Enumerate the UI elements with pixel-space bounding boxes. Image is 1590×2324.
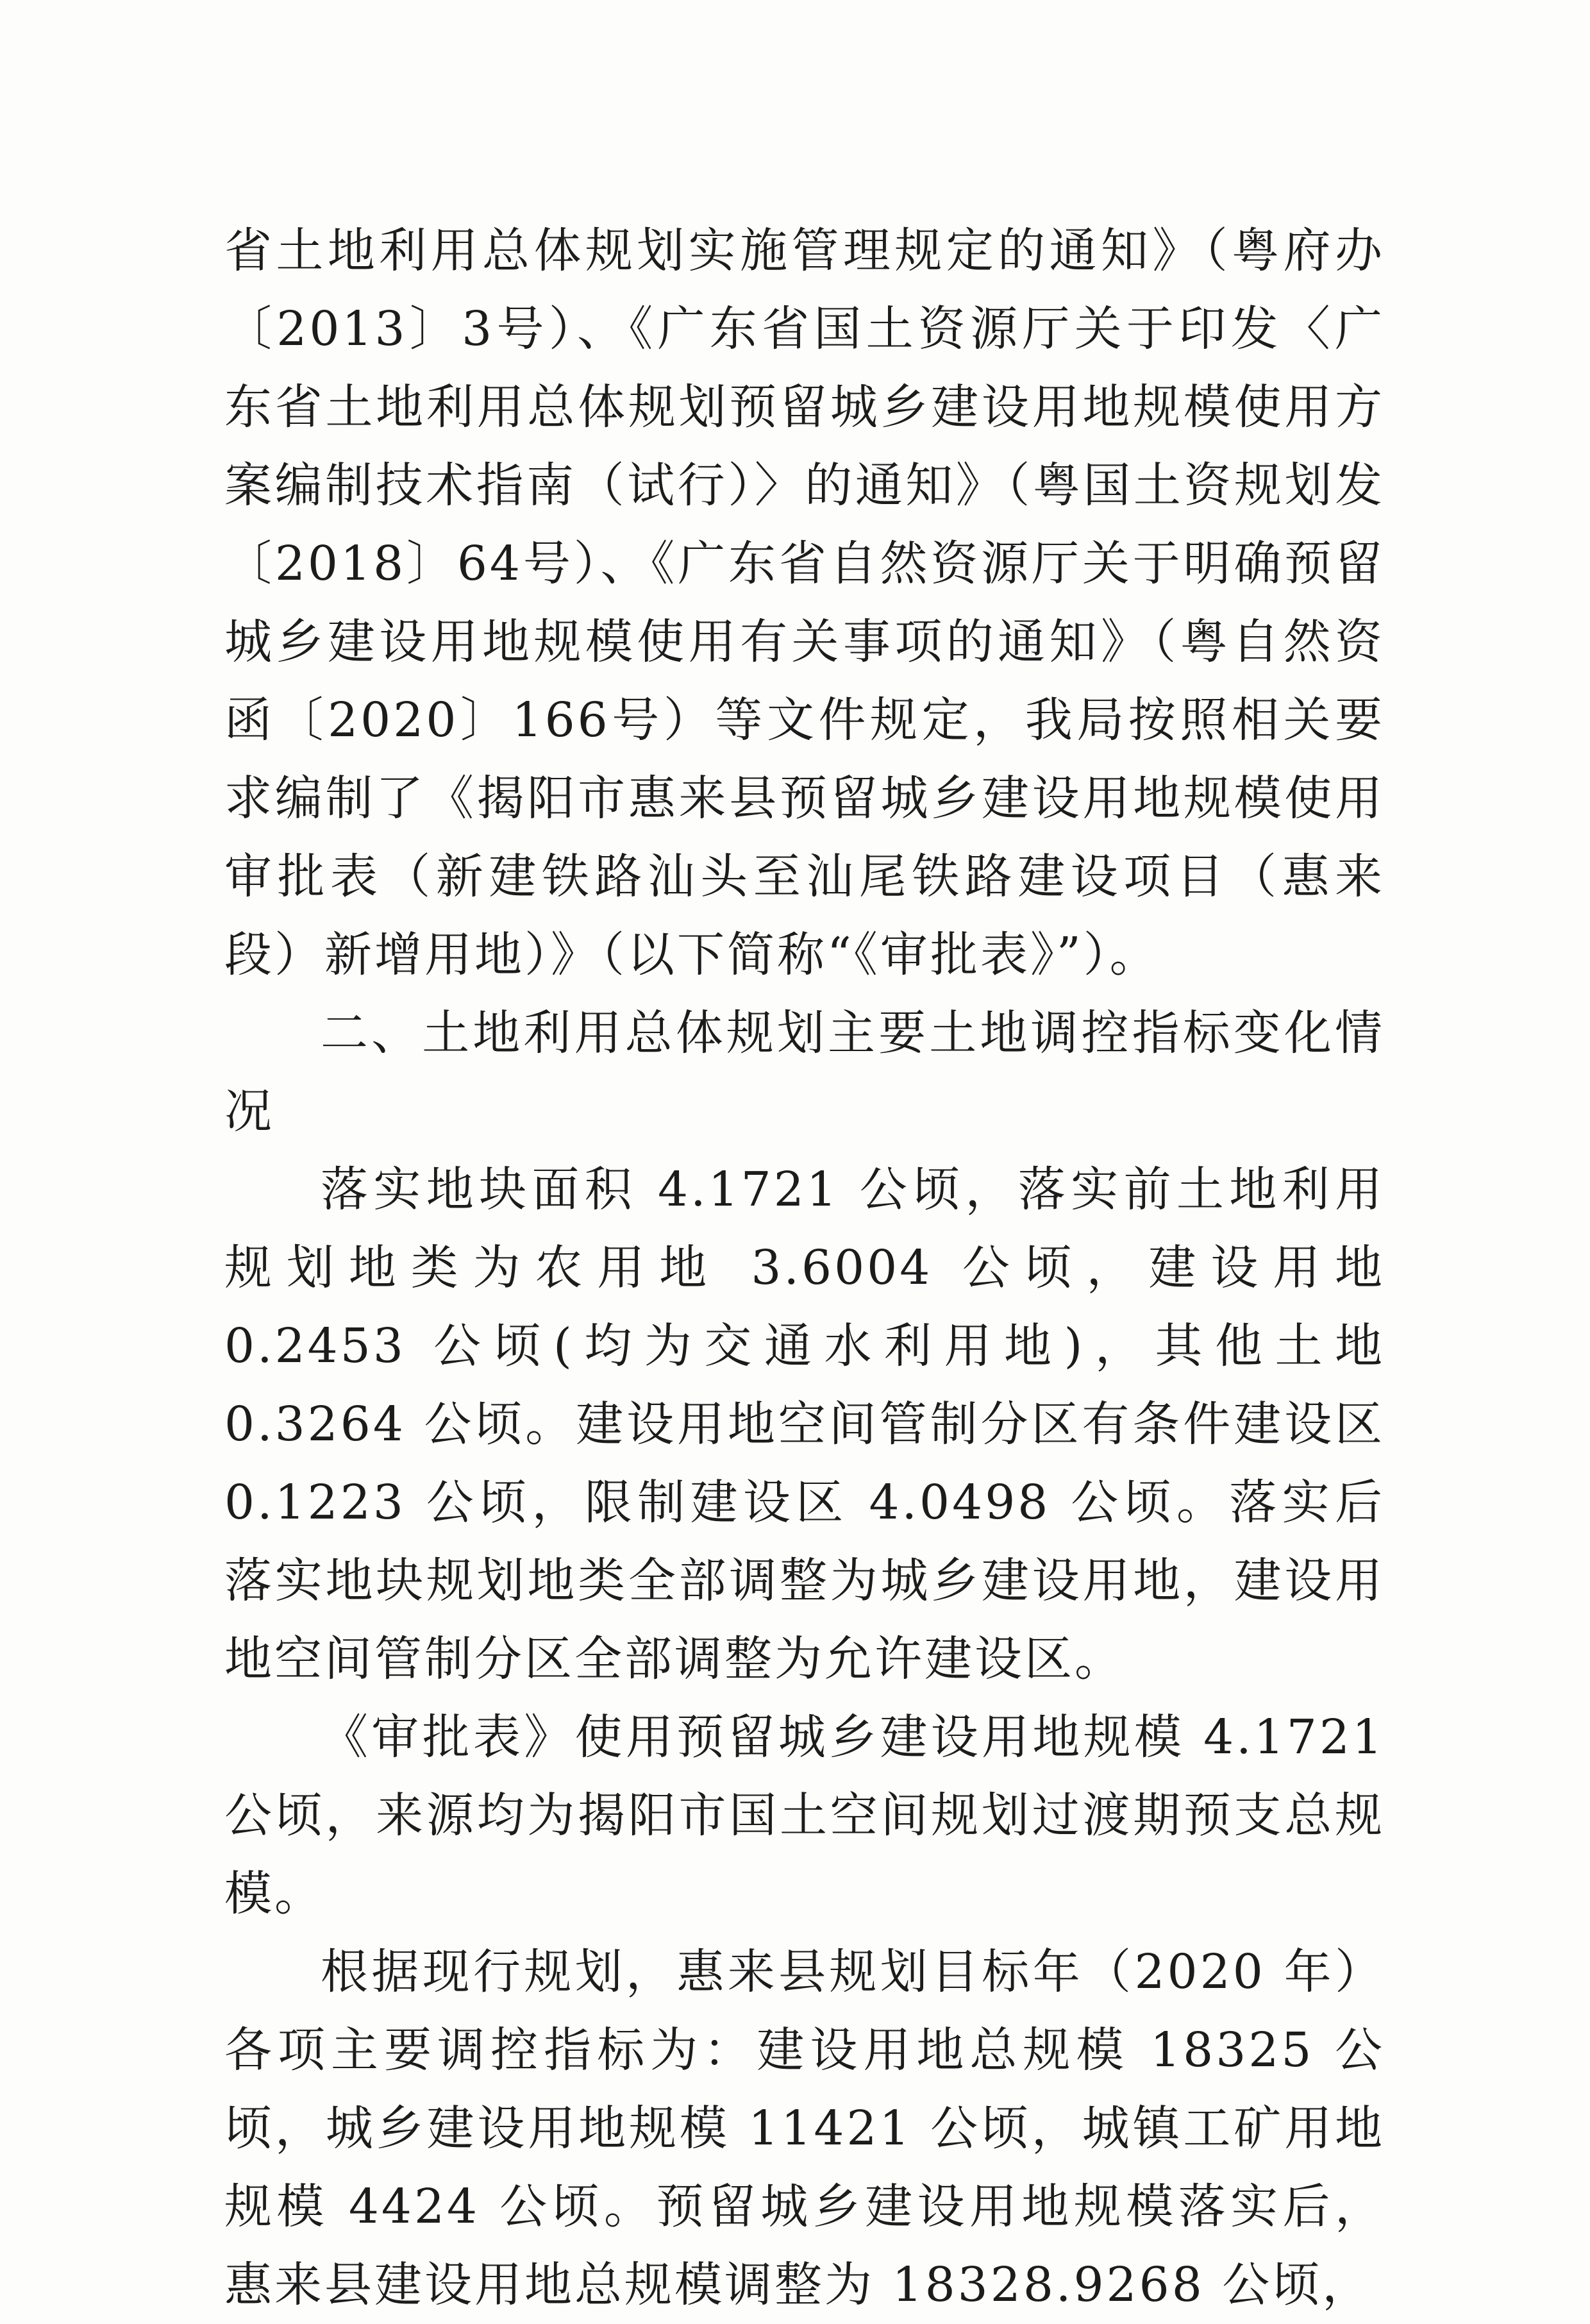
document-body: [224, 212, 1385, 2324]
paragraph-continuation: 省土地利用总体规划实施管理规定的通知》（粤府办〔2013〕3号）、《广东省国土资源厅关于印发〈广东省土地利用总体规划预留城乡建设用地规模使用方案编制技术指南（试行）〉的通知》（粤国土资规划发〔2018〕64号）、《广东省自然资源厅关于明确预留城乡建设用地规模使用有关事项的通知》（粤自然资函〔2020〕166号）等文件规定，我局按照相关要求编制了《揭阳市惠来县预留城乡建设用地规模使用审批表（新建铁路汕头至汕尾铁路建设项目（惠来段）新增用地）》（以下简称“《审批表》”）。: [224, 223, 1385, 982]
paragraph-planning-targets: 根据现行规划，惠来县规划目标年（2020 年）各项主要调控指标为：建设用地总规模 18325 公顷，城乡建设用地规模 11421 公顷，城镇工矿用地规模 4424 公顷。预留城乡建设用地规模落实后，惠来县建设用地总规模调整为 18328.9268 公顷，: [224, 1944, 1385, 2312]
paragraph-land-area: 落实地块面积 4.1721 公顷，落实前土地利用规划地类为农用地 3.6004 公顷，建设用地 0.2453 公顷(均为交通水利用地)，其他土地 0.3264 公顷。建设用地空间管制分区有条件建设区 0.1223 公顷，限制建设区 4.0498 公顷。落实后落实地块规划地类全部调整为城乡建设用地，建设用地空间管制分区全部调整为允许建设区。: [224, 1162, 1385, 1687]
section-heading: 二、土地利用总体规划主要土地调控指标变化情况: [224, 1006, 1385, 1139]
paragraph-approval-usage: 《审批表》使用预留城乡建设用地规模 4.1721 公顷，来源均为揭阳市国土空间规划过渡期预支总规模。: [224, 1710, 1385, 1921]
